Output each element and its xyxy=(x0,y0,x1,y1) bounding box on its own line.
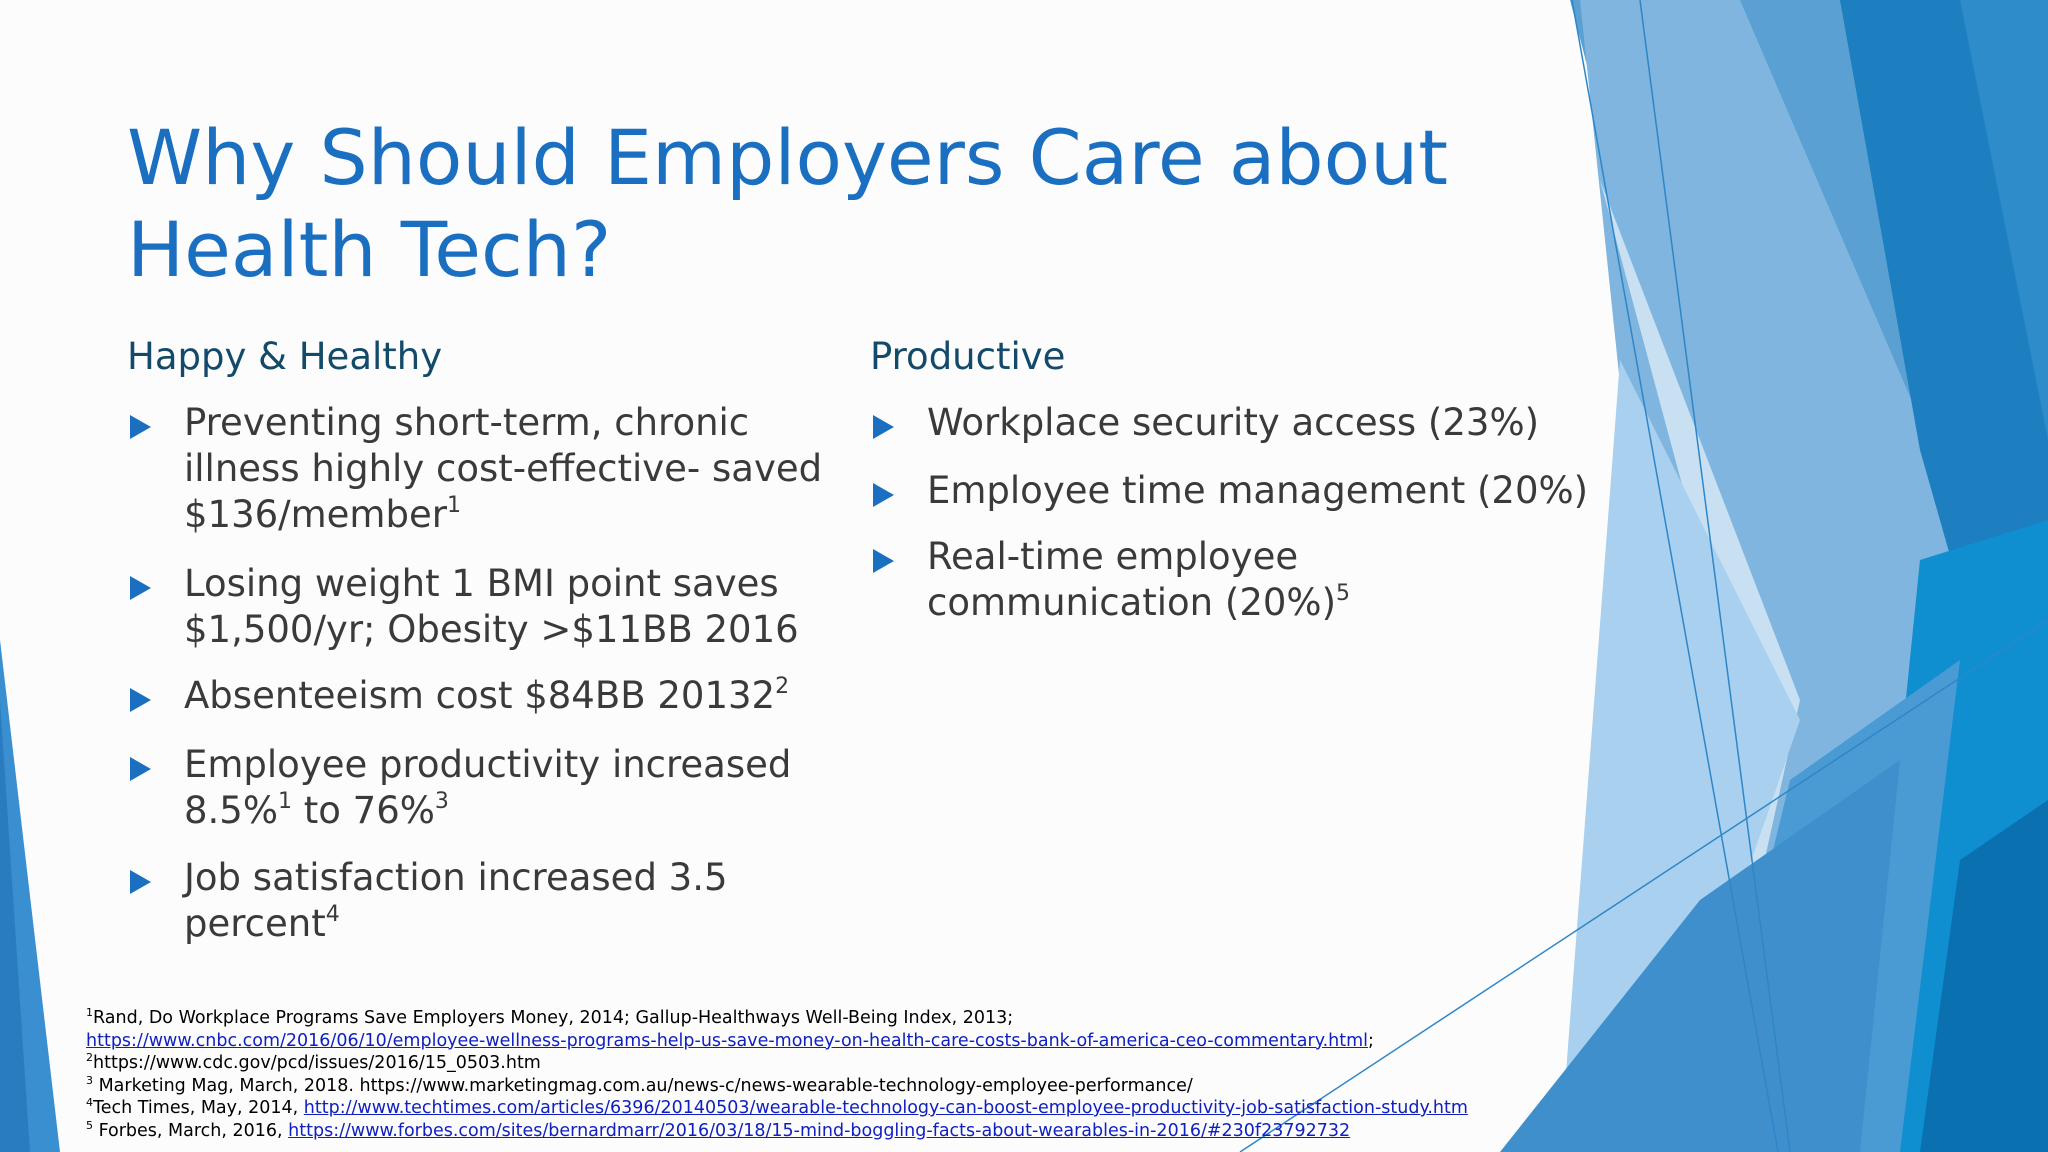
list-item: Real-time employee communication $(20\%)^5$ xyxy=(870,534,1590,626)
reference-5: $^5$ Forbes, March, 2016, https://www.forbes.com/sites/bernardmarr/2016/03/18/15-mind-boggling-facts-about-wearables-in-2016/#230f23792732 xyxy=(86,1118,1351,1141)
list-item: Job satisfaction increased 3.5 percent$^4$ xyxy=(127,855,847,947)
list-item: Absenteeism cost $84BB 20132$^2$ xyxy=(127,673,847,719)
reference-1-link-line: https://www.cnbc.com/2016/06/10/employee-wellness-programs-help-us-save-money-on-health-care-costs-bank-of-america-ceo-commentary.html; xyxy=(86,1030,1374,1051)
right-bullet-list xyxy=(870,400,1590,626)
reference-3: $^3$ Marketing Mag, March, 2018. https://www.marketingmag.com.au/news-c/news-wearable-technology-employee-performance/ xyxy=(86,1073,1193,1096)
left-bullet-list xyxy=(127,400,847,947)
list-item: Preventing short-term, chronic illness highly cost-effective- saved $136/member$^1$ xyxy=(127,400,847,538)
left-column-heading: Happy & Healthy xyxy=(127,335,443,378)
bullet-arrow-icon xyxy=(130,757,151,781)
reference-link-forbes[interactable]: https://www.forbes.com/sites/bernardmarr/2016/03/18/15-mind-boggling-facts-about-wearables-in-2016/#230f23792732 xyxy=(288,1120,1351,1141)
list-item: Losing weight 1 BMI point saves $1,500/yr; Obesity >$11BB 2016 xyxy=(127,561,847,653)
bullet-arrow-icon xyxy=(130,415,151,439)
reference-1: $^1$Rand, Do Workplace Programs Save Employers Money, 2014; Gallup-Healthways Well-Being Index, 2013; xyxy=(86,1006,1014,1028)
bullet-arrow-icon xyxy=(873,549,894,573)
slide-title xyxy=(127,112,1507,296)
reference-4: $^4$Tech Times, May, 2014, http://www.techtimes.com/articles/6396/20140503/wearable-technology-can-boost-employee-productivity-job-satisfaction-study.htm xyxy=(86,1096,1468,1118)
title-line-2: Health Tech? xyxy=(127,205,612,294)
reference-2: $^2$https://www.cdc.gov/pcd/issues/2016/15_0503.htm xyxy=(86,1051,541,1073)
bullet-arrow-icon xyxy=(130,870,151,894)
list-item: Employee time management (20%) xyxy=(870,468,1590,514)
reference-link-techtimes[interactable]: http://www.techtimes.com/articles/6396/20140503/wearable-technology-can-boost-employee-productivity-job-satisfaction-study.htm xyxy=(303,1098,1468,1118)
right-column-heading: Productive xyxy=(870,335,1066,378)
bullet-arrow-icon xyxy=(130,688,151,712)
reference-link-cnbc[interactable]: https://www.cnbc.com/2016/06/10/employee-wellness-programs-help-us-save-money-on-health-care-costs-bank-of-america-ceo-commentary.html xyxy=(86,1030,1369,1051)
list-item: Employee productivity increased 8.5%$^1$ to 76%$^3$ xyxy=(127,742,847,834)
title-line-1: Why Should Employers Care about xyxy=(127,113,1449,202)
list-item: Workplace security access (23%) xyxy=(870,400,1590,446)
bullet-arrow-icon xyxy=(873,483,894,507)
bullet-arrow-icon xyxy=(130,576,151,600)
references xyxy=(86,1007,1486,1142)
bullet-arrow-icon xyxy=(873,415,894,439)
